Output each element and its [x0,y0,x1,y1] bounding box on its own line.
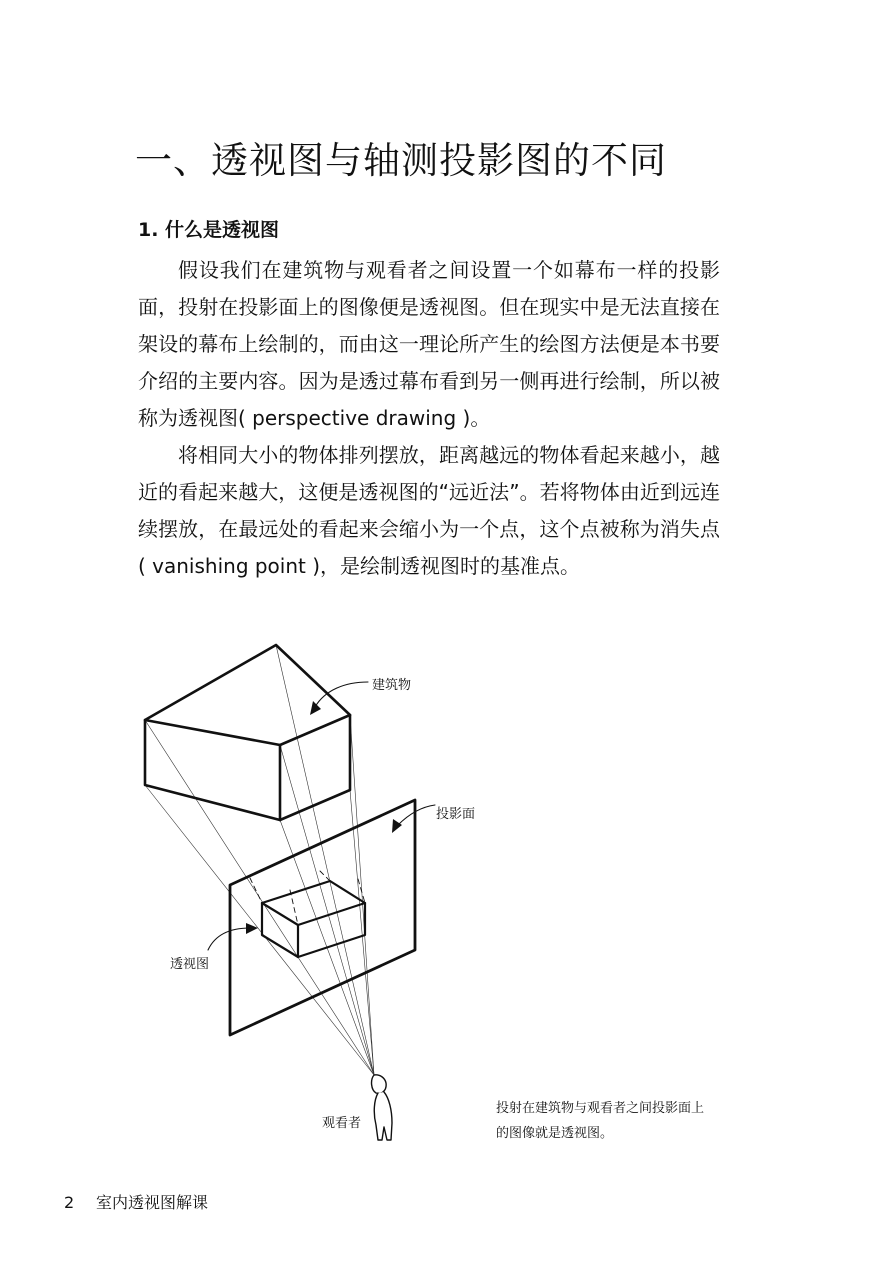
paragraph: 假设我们在建筑物与观看者之间设置一个如幕布一样的投影面，投射在投影面上的图像便是透视图。但在现实中是无法直接在架设的幕布上绘制的，而由这一理论所产生的绘图方法便是本书要介绍的主要内容。因为是透过幕布看到另一侧再进行绘制，所以被称为透视图( perspective drawing )。 [138,258,720,430]
section-heading: 1. 什么是透视图 [138,219,280,241]
label-viewer: 观看者 [322,1116,362,1131]
label-projection-plane: 投影面 [436,807,476,822]
label-perspective: 透视图 [170,957,210,972]
building-box [145,645,350,820]
perspective-diagram-drawing [130,635,600,1155]
perspective-image [262,881,365,957]
body-text [138,252,720,585]
page-number: 2 [64,1193,75,1212]
book-title: 室内透视图解课 [96,1193,209,1212]
page-footer [64,1190,208,1213]
page-title: 一、透视图与轴测投影图的不同 [135,139,667,182]
figure-caption: 投射在建筑物与观看者之间投影面上的图像就是透视图。 [496,1101,705,1141]
label-leaders [208,682,435,950]
label-building: 建筑物 [372,678,412,693]
paragraph: 将相同大小的物体排列摆放，距离越远的物体看起来越小，越近的看起来越大，这便是透视图的“远近法”。若将物体由近到远连续摆放，在最远处的看起来会缩小为一个点，这个点被称为消失点( vanishing point )，是绘制透视图时的基准点。 [138,443,720,578]
perspective-diagram [130,635,600,1155]
viewer-figure [372,1075,392,1140]
projection-lines [145,645,374,1075]
hidden-lines [250,871,365,925]
